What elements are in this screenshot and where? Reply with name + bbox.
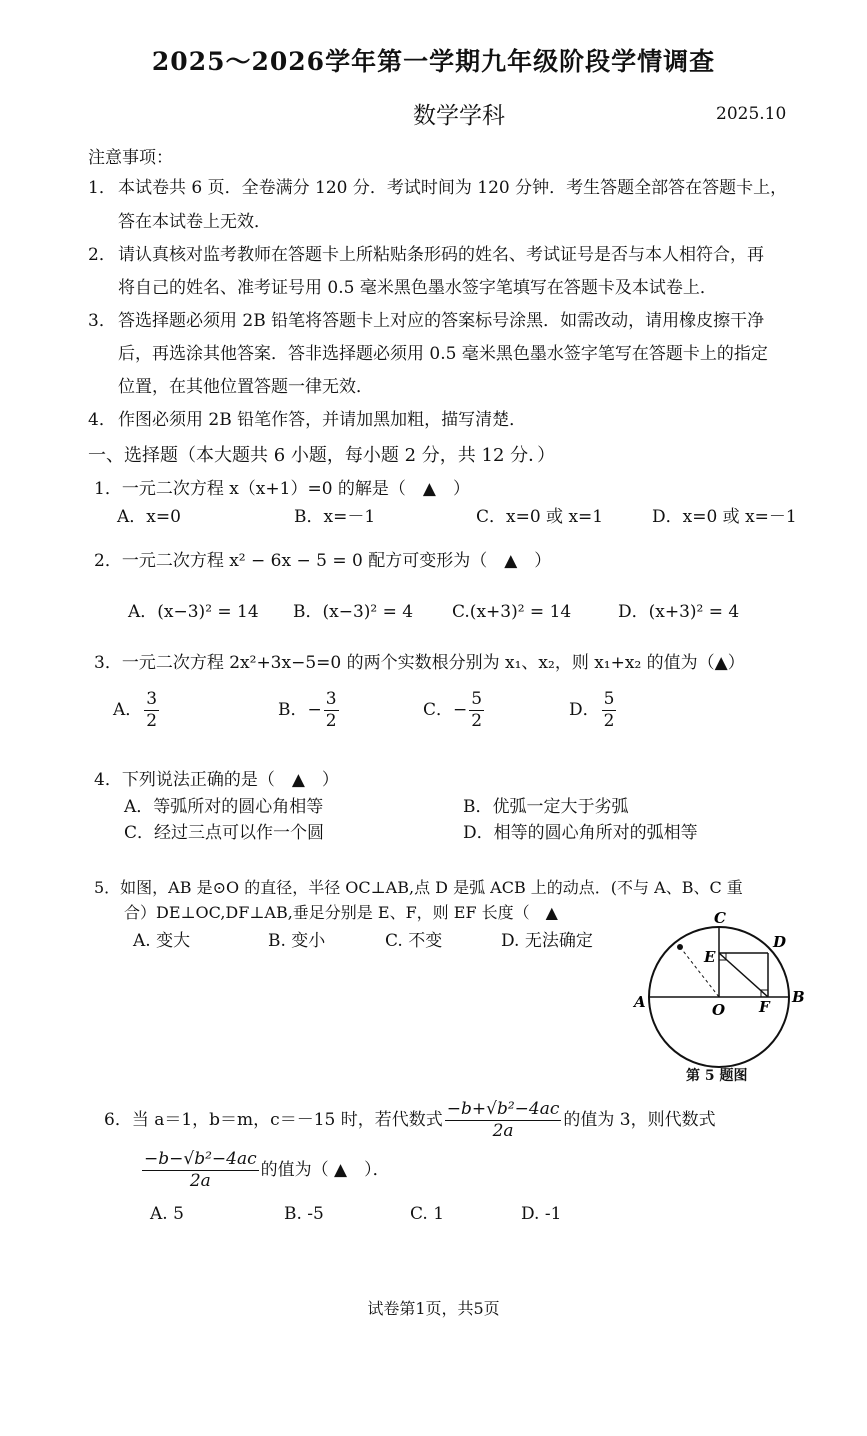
q6-fraction-2-numerator: −b−√b²−4ac xyxy=(144,1149,257,1169)
q5-figure-caption: 第 5 题图 xyxy=(686,1068,748,1084)
q6-fraction-1-numerator: −b+√b²−4ac xyxy=(446,1099,560,1119)
label-c: C xyxy=(714,909,726,927)
notice-item-1-line-2: 答在本试卷上无效． xyxy=(118,212,271,232)
q4-option-c: C．经过三点可以作一个圆 xyxy=(124,823,325,843)
q3-option-b-denominator: 2 xyxy=(325,710,337,731)
q6-fraction-2-denominator: 2a xyxy=(189,1170,211,1191)
q3-option-d xyxy=(569,690,618,730)
q6-stem-prefix: 6．当 a＝1，b＝m，c＝－15 时，若代数式 xyxy=(104,1109,443,1130)
q6-option-a: A. 5 xyxy=(150,1204,184,1224)
notice-item-4-no: 4． xyxy=(88,410,116,430)
q4-stem: 4．下列说法正确的是（ ▲ ） xyxy=(94,770,339,790)
q3-option-d-fraction xyxy=(602,690,617,730)
pencil-dot xyxy=(677,944,683,950)
q3-option-b-sign: − xyxy=(307,699,322,720)
q3-stem: 3．一元二次方程 2x²+3x−5=0 的两个实数根分别为 x₁、x₂，则 x₁+x₂ 的值为（▲） xyxy=(94,653,745,673)
q3-option-b-numerator: 3 xyxy=(325,689,337,709)
q6-option-d: D. -1 xyxy=(521,1204,562,1224)
notice-item-2-line-1: 请认真核对监考教师在答题卡上所粘贴条形码的姓名、考试证号是否与本人相符合，再 xyxy=(118,245,764,265)
q5-stem-line-1: 5．如图，AB 是⊙O 的直径，半径 OC⊥AB,点 D 是弧 ACB 上的动点．(不与 A、B、C 重 xyxy=(94,878,743,897)
q3-option-b-fraction xyxy=(324,690,339,730)
subject-title: 数学学科 xyxy=(413,103,505,129)
label-d: D xyxy=(773,933,787,951)
q3-option-a-fraction xyxy=(144,690,159,730)
notice-item-2-no: 2． xyxy=(88,245,116,265)
q3-option-a xyxy=(113,690,161,730)
q1-option-c: C．x=0 或 x=1 xyxy=(476,507,604,527)
q2-option-d: D．(x+3)² = 4 xyxy=(618,602,740,622)
q3-option-b-label: B． xyxy=(278,699,308,720)
q2-option-b: B．(x−3)² = 4 xyxy=(293,602,414,622)
page-footer: 试卷第1页，共5页 xyxy=(367,1299,500,1318)
q5-circle-diagram xyxy=(628,905,818,1090)
label-a: A xyxy=(634,993,646,1011)
notice-item-2-line-2: 将自己的姓名、准考证号用 0.5 毫米黑色墨水签字笔填写在答题卡及本试卷上． xyxy=(118,278,717,298)
q6-option-b: B. -5 xyxy=(284,1204,324,1224)
q4-option-a: A．等弧所对的圆心角相等 xyxy=(124,797,324,817)
notice-item-1-no: 1． xyxy=(88,178,116,198)
q3-option-c-sign: − xyxy=(453,699,468,720)
notice-item-3-line-1: 答选择题必须用 2B 铅笔将答题卡上对应的答案标号涂黑．如需改动，请用橡皮擦干净 xyxy=(118,311,765,331)
exam-date: 2025.10 xyxy=(716,104,787,124)
q2-option-c: C.(x+3)² = 14 xyxy=(452,602,572,622)
q3-option-c-fraction xyxy=(469,690,484,730)
q6-stem xyxy=(104,1100,716,1140)
q3-option-a-numerator: 3 xyxy=(146,689,158,709)
q3-option-a-label: A． xyxy=(113,699,143,720)
notice-item-3-no: 3． xyxy=(88,311,116,331)
label-o: O xyxy=(712,1001,726,1019)
q5-figure xyxy=(628,905,818,1090)
notice-heading: 注意事项： xyxy=(88,148,173,168)
q6-fraction-1 xyxy=(445,1100,562,1140)
q6-fraction-1-denominator: 2a xyxy=(492,1120,514,1141)
q3-option-a-denominator: 2 xyxy=(146,710,158,731)
q3-option-d-denominator: 2 xyxy=(603,710,615,731)
q2-option-a: A．(x−3)² = 14 xyxy=(128,602,259,622)
q1-option-a: A．x=0 xyxy=(117,507,181,527)
q3-option-c-numerator: 5 xyxy=(471,689,483,709)
q3-option-d-label: D． xyxy=(569,699,600,720)
notice-item-4-line-1: 作图必须用 2B 铅笔作答，并请加黑加粗，描写清楚． xyxy=(118,410,527,430)
q3-option-c xyxy=(423,690,486,730)
q3-option-b xyxy=(278,690,341,730)
label-b: B xyxy=(792,988,805,1006)
q5-option-c: C. 不变 xyxy=(385,931,443,951)
q5-option-d: D. 无法确定 xyxy=(501,931,593,951)
notice-item-3-line-3: 位置，在其他位置答题一律无效． xyxy=(118,377,373,397)
notice-item-1-line-1: 本试卷共 6 页．全卷满分 120 分．考试时间为 120 分钟．考生答题全部答在答题卡上， xyxy=(118,178,788,198)
q1-stem: 1．一元二次方程 x（x+1）=0 的解是（ ▲ ） xyxy=(94,479,470,499)
q6-option-c: C. 1 xyxy=(410,1204,445,1224)
q3-option-c-label: C． xyxy=(423,699,454,720)
q4-option-b: B．优弧一定大于劣弧 xyxy=(463,797,629,817)
q6-stem-tail: 的值为（ ▲ ）． xyxy=(260,1159,390,1180)
label-e: E xyxy=(704,948,716,966)
q2-stem: 2．一元二次方程 x² − 6x − 5 = 0 配方可变形为（ ▲ ） xyxy=(94,551,552,571)
notice-item-3-line-2: 后，再选涂其他答案．答非选择题必须用 0.5 毫米黑色墨水签字笔写在答题卡上的指定 xyxy=(118,344,768,364)
q5-option-a: A. 变大 xyxy=(133,931,191,951)
q4-option-d: D．相等的圆心角所对的弧相等 xyxy=(463,823,698,843)
exam-title: 2025～2026学年第一学期九年级阶段学情调查 xyxy=(151,47,716,76)
q6-stem-suffix: 的值为 3，则代数式 xyxy=(563,1109,716,1130)
q6-stem-cont xyxy=(140,1150,390,1190)
section-heading: 一、选择题（本大题共 6 小题，每小题 2 分，共 12 分．） xyxy=(88,445,556,466)
q5-stem-line-2: 合）DE⊥OC,DF⊥AB,垂足分别是 E、F，则 EF 长度（ ▲ xyxy=(124,903,558,922)
q1-option-b: B．x=－1 xyxy=(294,507,376,527)
q5-option-b: B. 变小 xyxy=(268,931,326,951)
q6-fraction-2 xyxy=(142,1150,259,1190)
q3-option-d-numerator: 5 xyxy=(603,689,615,709)
label-f: F xyxy=(759,998,770,1016)
q3-option-c-denominator: 2 xyxy=(471,710,483,731)
q1-option-d: D．x=0 或 x=－1 xyxy=(652,507,797,527)
